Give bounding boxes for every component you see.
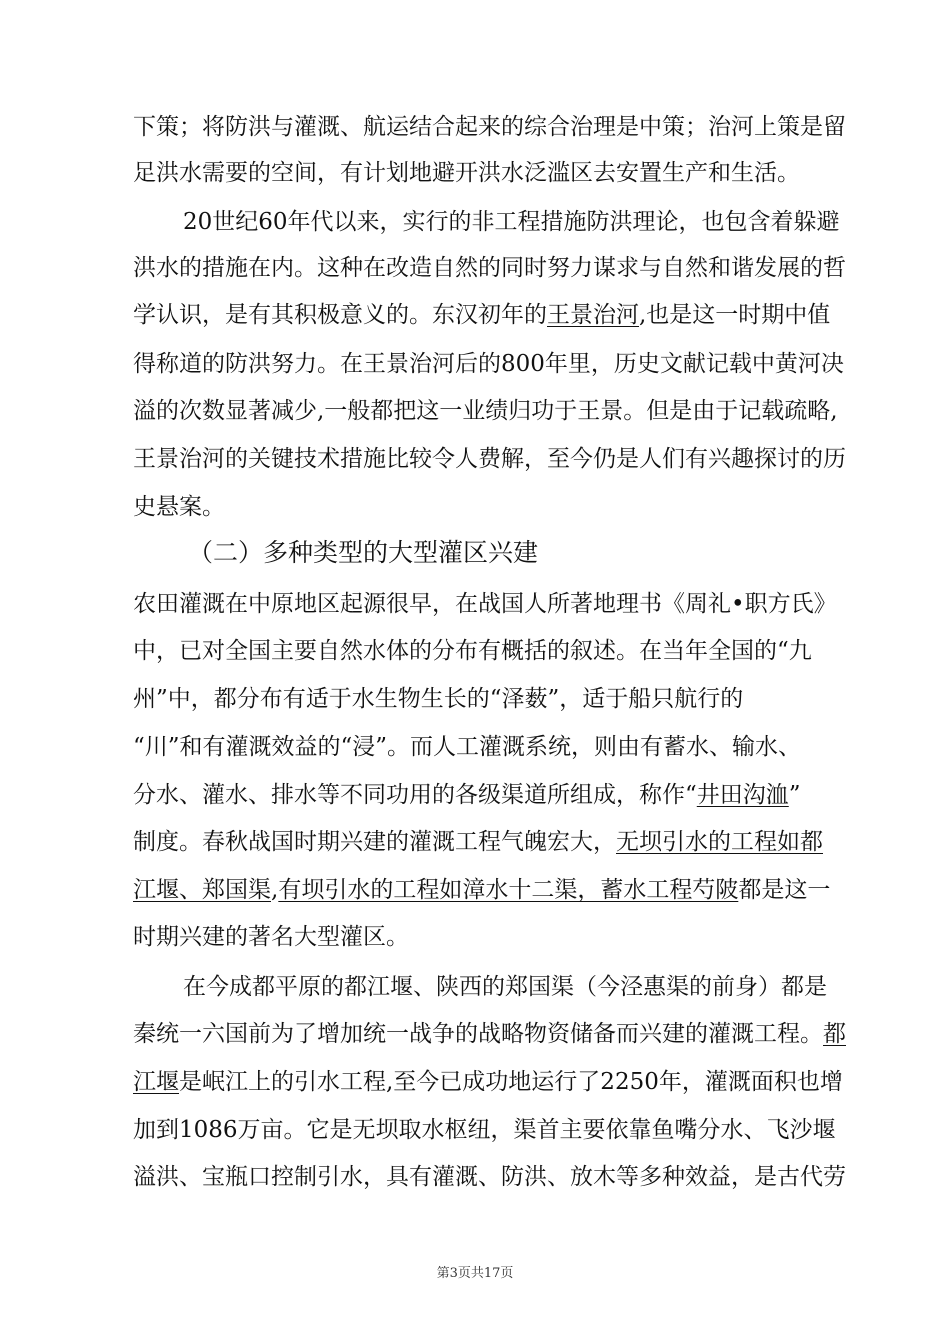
text-run: 下策；将防洪与灌溉、航运结合起来的综合治理是中策；治河上策是留 <box>133 114 846 140</box>
text-run: ” <box>788 782 801 808</box>
text-run: 足洪水需要的空间，有计划地避开洪水泛滥区去安置生产和生活。 <box>133 160 800 186</box>
dujiangyan-zhengguo-link[interactable]: 江堰、郑国渠 <box>133 877 271 903</box>
text-line <box>133 827 823 857</box>
text-line <box>133 444 846 474</box>
text-run: 分水、灌水、排水等不同功用的各级渠道所组成，称作“ <box>133 782 697 808</box>
text-line <box>133 492 225 522</box>
text-run: , <box>271 877 279 903</box>
text-line <box>133 589 837 619</box>
text-run: 都是这一 <box>738 877 831 903</box>
dujiangyan-link[interactable]: 江堰 <box>133 1069 179 1095</box>
text-line <box>133 396 838 426</box>
text-run: 20世纪60年代以来，实行的非工程措施防洪理论，也包含着躲避 <box>183 209 840 235</box>
wang-jing-link[interactable]: 王景治河 <box>547 302 639 328</box>
text-run: 州”中，都分布有适于水生物生长的“泽薮”，适于船只航行的 <box>133 686 744 712</box>
jingtian-link[interactable]: 井田沟洫 <box>696 782 789 808</box>
text-run: 王景治河的关键技术措施比较令人费解，至今仍是人们有兴趣探讨的历 <box>133 446 846 472</box>
text-line <box>133 1162 846 1192</box>
text-run: ,也是这一时期中值 <box>639 302 831 328</box>
text-run: 学认识，是有其积极意义的。东汉初年的 <box>133 302 547 328</box>
text-run: 加到1086万亩。它是无坝取水枢纽，渠首主要依靠鱼嘴分水、飞沙堰 <box>133 1117 836 1143</box>
page-number-footer: 第3页共17页 <box>436 1266 514 1281</box>
text-run: 秦统一六国前为了增加统一战争的战略物资储备而兴建的灌溉工程。 <box>133 1021 823 1047</box>
text-line <box>133 1115 836 1145</box>
text-run: 制度。春秋战国时期兴建的灌溉工程气魄宏大， <box>133 829 616 855</box>
text-line <box>133 780 801 810</box>
text-run: 中，已对全国主要自然水体的分布有概括的叙述。在当年全国的“九 <box>133 638 812 664</box>
text-run: 洪水的措施在内。这种在改造自然的同时努力谋求与自然和谐发展的哲 <box>133 255 846 281</box>
text-run: 是岷江上的引水工程,至今已成功地运行了2250年，灌溉面积也增 <box>179 1069 843 1095</box>
text-line <box>133 158 800 188</box>
text-line <box>133 636 812 666</box>
text-run: 时期兴建的著名大型灌区。 <box>133 924 409 950</box>
text-line <box>133 1067 843 1097</box>
text-line <box>133 300 830 330</box>
section-heading: （二）多种类型的大型灌区兴建 <box>188 538 539 567</box>
text-run: “川”和有灌溉效益的“浸”。而人工灌溉系统，则由有蓄水、输水、 <box>133 734 802 760</box>
text-line <box>133 349 844 379</box>
text-line <box>133 922 409 952</box>
text-run: 在今成都平原的都江堰、陕西的郑国渠（今泾惠渠的前身）都是 <box>183 974 827 1000</box>
text-line <box>133 732 801 762</box>
text-run: 史悬案。 <box>133 494 225 520</box>
text-line <box>183 972 827 1002</box>
text-line <box>133 875 830 905</box>
dujiangyan-link[interactable]: 都 <box>823 1021 846 1047</box>
text-run: 农田灌溉在中原地区起源很早，在战国人所著地理书《周礼•职方氏》 <box>133 591 837 617</box>
text-line <box>133 112 846 142</box>
dujiangyan-zhengguo-link[interactable]: 无坝引水的工程如都 <box>616 829 823 855</box>
text-line <box>133 684 743 714</box>
text-line <box>133 1019 846 1049</box>
zhangshui-quebei-link[interactable]: 有坝引水的工程如漳水十二渠，蓄水工程芍陂 <box>278 877 739 903</box>
text-run: 溢洪、宝瓶口控制引水，具有灌溉、防洪、放木等多种效益，是古代劳 <box>133 1164 846 1190</box>
text-line <box>133 253 846 283</box>
text-run: 得称道的防洪努力。在王景治河后的800年里，历史文献记载中黄河决 <box>133 351 844 377</box>
text-run: 溢的次数显著减少,一般都把这一业绩归功于王景。但是由于记载疏略, <box>133 398 838 424</box>
text-line <box>183 207 840 237</box>
